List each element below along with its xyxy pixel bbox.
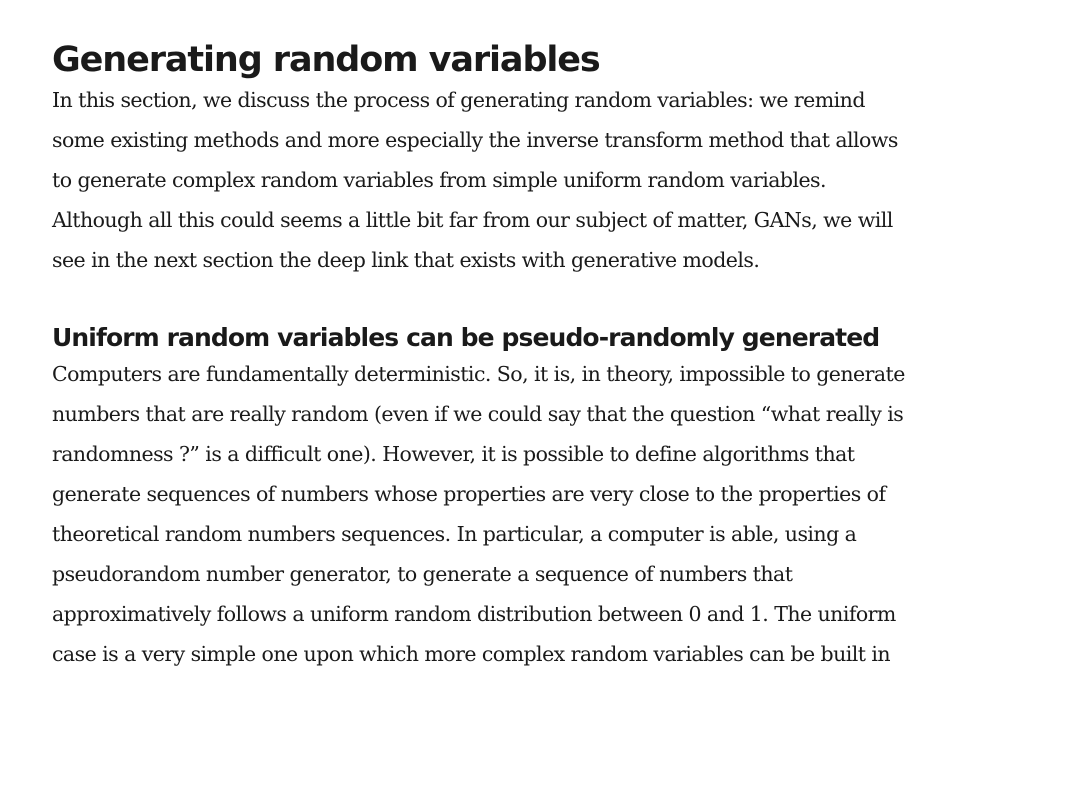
subsection xyxy=(52,322,912,674)
section-title: Generating random variables xyxy=(52,40,600,80)
subsection-title: Uniform random variables can be pseudo-randomly generated xyxy=(52,323,880,352)
subsection-paragraph: Computers are fundamentally deterministic. So, it is, in theory, impossible to generate numbers that are really random (even if we could say that the question “what really is randomness ?” is a difficult one). However, it is possible to define algorithms that generate sequences of numbers whose properties are very close to the properties of theoretical random numbers sequences. In particular, a computer is able, using a pseudorandom number generator, to generate a sequence of numbers that approximatively follows a uniform random distribution between 0 and 1. The uniform case is a very simple one upon which more complex random variables can be built in xyxy=(52,362,905,666)
article-content xyxy=(52,0,912,674)
intro-paragraph: In this section, we discuss the process of generating random variables: we remind some existing methods and more especially the inverse transform method that allows to generate complex random variables from simple uniform random variables. Although all this could seems a little bit far from our subject of matter, GANs, we will see in the next section the deep link that exists with generative models. xyxy=(52,88,898,272)
